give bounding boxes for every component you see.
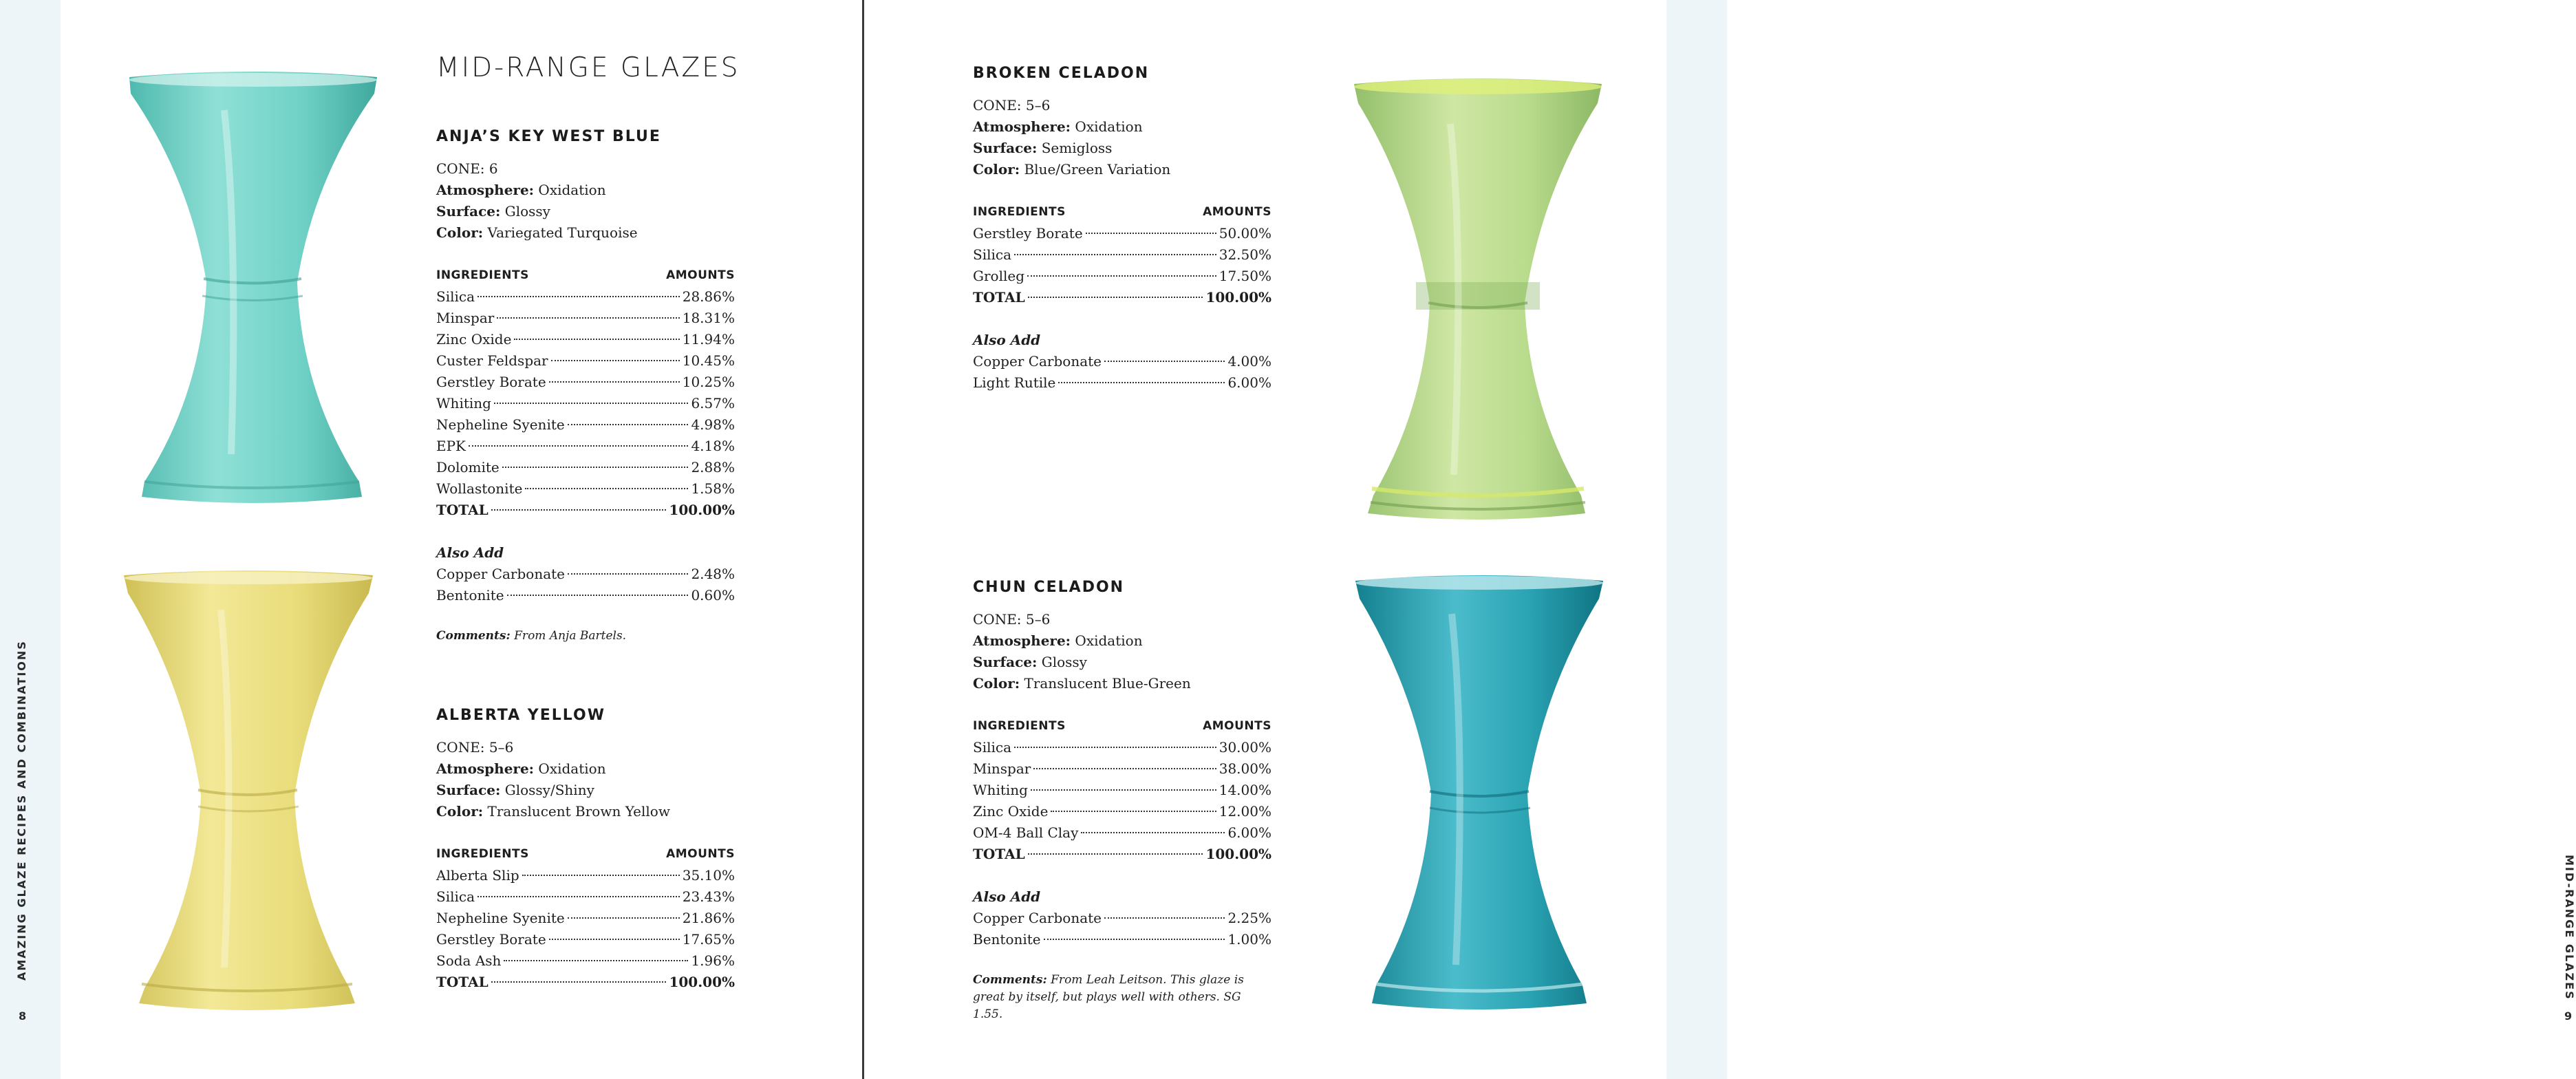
ingredient-list [436,865,735,972]
ingredient-name: Copper Carbonate [973,353,1102,370]
also-add-heading: Also Add [973,888,1041,905]
ingredient-row [436,286,735,308]
section-title: MID-RANGE GLAZES [436,52,740,83]
recipe-alberta [436,705,735,993]
total-label: TOTAL [973,846,1025,862]
ingredient-row [973,372,1271,394]
dot-leader [477,296,680,297]
dot-leader [525,488,688,489]
color-line [973,673,1271,694]
ingredient-row [436,414,735,436]
also-add-heading: Also Add [436,544,504,561]
surface-label: Surface: [973,654,1038,670]
ingredient-amount: 2.88% [691,459,735,476]
amounts-col-header: AMOUNTS [1203,205,1271,219]
cone-line [436,737,735,758]
ingredient-row [436,478,735,500]
ingredient-name: Silica [436,288,475,305]
recipe-chun-celadon [973,577,1271,1023]
cone-label: CONE: [973,97,1022,114]
cone-line [973,95,1271,116]
dot-leader [1086,233,1216,234]
dot-leader [502,467,689,468]
total-amount: 100.00% [1205,289,1271,306]
cone-value: 5–6 [1025,97,1051,114]
ingredient-amount: 1.58% [691,480,735,497]
recipe-title: BROKEN CELADON [973,65,1150,82]
atmosphere-label: Atmosphere: [973,118,1071,135]
total-label: TOTAL [436,502,489,518]
atmosphere-label: Atmosphere: [973,632,1071,649]
recipe-anja [436,127,735,645]
ingredient-row [973,801,1271,822]
ingredient-amount: 35.10% [682,867,735,884]
atmosphere-line [973,630,1271,652]
ingredient-amount: 18.31% [682,310,735,326]
ingredient-amount: 6.00% [1227,824,1271,841]
ingredient-name: Minspar [436,310,495,326]
running-head-left: AMAZING GLAZE RECIPES AND COMBINATIONS [15,640,28,981]
ingredient-amount: 4.98% [691,416,735,433]
ingredient-row [436,950,735,972]
atmosphere-line [436,758,735,780]
amounts-col-header: AMOUNTS [1203,719,1271,733]
ingredient-amount: 21.86% [682,910,735,926]
surface-label: Surface: [436,782,501,798]
ingredient-row [436,350,735,372]
recipe-title: ALBERTA YELLOW [436,707,605,724]
ingredient-name: Bentonite [973,931,1041,948]
ingredient-name: Silica [973,739,1012,756]
dot-leader [1027,275,1216,277]
ingredient-name: Nepheline Syenite [436,416,565,433]
vase-chun-celadon-illustration [1351,573,1607,1013]
ingredient-row [436,886,735,908]
ingredient-row [973,929,1271,950]
cone-label: CONE: [973,611,1022,628]
total-row [973,287,1271,308]
ingredient-amount: 10.25% [682,374,735,390]
ingredient-row [436,929,735,950]
ingredient-amount: 32.50% [1219,246,1271,263]
dot-leader [1058,382,1225,383]
dot-leader [1031,789,1216,791]
ingredient-name: Custer Feldspar [436,352,548,369]
ingredients-col-header: INGREDIENTS [973,719,1066,733]
atmosphere-line [436,180,735,201]
ingredient-name: Grolleg [973,268,1025,284]
ingredient-name: Wollastonite [436,480,523,497]
recipe-title: CHUN CELADON [973,579,1125,596]
dot-leader [568,424,689,425]
dot-leader [1051,811,1216,812]
ingredient-name: Minspar [973,760,1031,777]
cone-value: 5–6 [1025,611,1051,628]
vase-photo-chun-celadon [1351,573,1607,1013]
ingredients-col-header: INGREDIENTS [436,268,529,282]
ingredient-row [973,822,1271,844]
cone-value: 6 [489,160,498,177]
surface-line [436,780,735,801]
ingredient-name: Nepheline Syenite [436,910,565,926]
ingredient-name: Gerstley Borate [973,225,1083,242]
color-label: Color: [436,803,484,820]
dot-leader [549,939,680,940]
ingredient-name: Silica [973,246,1012,263]
recipe-broken-celadon [973,63,1271,394]
dot-leader [1044,939,1225,940]
surface-line [973,652,1271,673]
surface-line [973,138,1271,159]
ingredient-amount: 14.00% [1219,782,1271,798]
comments-text: From Anja Bartels. [514,629,627,643]
ingredient-name: Bentonite [436,587,504,603]
dot-leader [504,960,688,961]
comments-text: From Leah Leitson. This glaze is great by itself, but plays well with others. SG 1.55. [973,973,1244,1021]
atmosphere-value: Oxidation [1075,118,1143,135]
ingredient-row [436,372,735,393]
ingredients-col-header: INGREDIENTS [973,205,1066,219]
ingredient-amount: 10.45% [682,352,735,369]
atmosphere-label: Atmosphere: [436,182,535,198]
dot-leader [568,917,680,919]
dot-leader [568,573,688,575]
ingredient-row [436,329,735,350]
ingredient-row [973,266,1271,287]
cone-value: 5–6 [489,739,514,756]
surface-value: Semigloss [1041,140,1113,156]
total-label: TOTAL [436,974,489,990]
surface-label: Surface: [436,203,501,220]
cone-line [436,158,735,180]
right-page [864,0,2576,1079]
ingredient-name: Copper Carbonate [436,566,566,582]
dot-leader [522,875,680,876]
dot-leader [494,403,689,404]
amounts-col-header: AMOUNTS [666,847,735,861]
total-label: TOTAL [973,289,1025,306]
right-margin-strip [1666,0,1727,1079]
atmosphere-value: Oxidation [1075,632,1143,649]
ingredient-amount: 1.96% [691,952,735,969]
ingredient-amount: 12.00% [1219,803,1271,820]
ingredient-list [436,286,735,500]
cone-line [973,609,1271,630]
dot-leader [1033,768,1216,769]
ingredient-row [436,585,735,606]
ingredient-amount: 30.00% [1219,739,1271,756]
ingredient-amount: 2.25% [1227,910,1271,926]
running-head-right: MID-RANGE GLAZES [2563,855,2576,1001]
cone-label: CONE: [436,739,485,756]
ingredient-amount: 17.50% [1219,268,1271,284]
ingredient-amount: 28.86% [682,288,735,305]
ingredient-name: Gerstley Borate [436,931,546,948]
cone-label: CONE: [436,160,485,177]
total-row [436,500,735,521]
ingredient-name: Dolomite [436,459,500,476]
dot-leader [507,595,689,596]
vase-photo-broken-celadon [1347,76,1609,523]
also-add-list [973,351,1271,394]
ingredient-row [973,758,1271,780]
dot-leader [497,317,679,319]
atmosphere-value: Oxidation [538,760,606,777]
ingredient-row [973,223,1271,244]
dot-leader [549,381,680,383]
surface-line [436,201,735,222]
surface-value: Glossy/Shiny [504,782,594,798]
ingredient-list [973,737,1271,844]
ingredient-amount: 50.00% [1219,225,1271,242]
dot-leader [1014,254,1216,255]
ingredient-amount: 23.43% [682,888,735,905]
vase-photo-alberta [121,568,376,1016]
ingredient-row [436,865,735,886]
ingredient-row [973,908,1271,929]
vase-photo-anja [121,69,385,509]
page-number-right: 9 [2564,1009,2573,1023]
surface-value: Glossy [1041,654,1087,670]
total-amount: 100.00% [669,974,735,990]
surface-label: Surface: [973,140,1038,156]
dot-leader [551,360,680,361]
recipe-title: ANJA’S KEY WEST BLUE [436,128,661,145]
vase-alberta-illustration [121,568,376,1016]
ingredient-name: Light Rutile [973,374,1056,391]
ingredients-header [436,265,735,286]
color-value: Translucent Brown Yellow [487,803,670,820]
also-add-heading: Also Add [973,332,1041,348]
ingredient-amount: 2.48% [691,566,735,582]
also-add-list [436,564,735,606]
ingredient-amount: 38.00% [1219,760,1271,777]
ingredient-row [436,908,735,929]
ingredient-amount: 17.65% [682,931,735,948]
ingredient-row [973,780,1271,801]
surface-value: Glossy [504,203,550,220]
color-line [436,801,735,822]
ingredients-header [973,716,1271,737]
ingredient-amount: 6.57% [691,395,735,412]
atmosphere-value: Oxidation [538,182,606,198]
comments [436,628,735,645]
ingredient-name: Copper Carbonate [973,910,1102,926]
color-line [436,222,735,244]
dot-leader [469,445,688,447]
ingredient-name: EPK [436,438,466,454]
ingredient-name: Whiting [436,395,491,412]
color-label: Color: [973,161,1020,178]
ingredient-amount: 11.94% [682,331,735,348]
page-number-left: 8 [19,1009,27,1023]
comments [973,972,1271,1023]
vase-anja-illustration [121,69,385,509]
ingredient-row [973,351,1271,372]
color-label: Color: [973,675,1020,692]
ingredient-amount: 0.60% [691,587,735,603]
atmosphere-label: Atmosphere: [436,760,535,777]
ingredient-name: Zinc Oxide [436,331,512,348]
ingredient-name: Soda Ash [436,952,502,969]
ingredient-amount: 1.00% [1227,931,1271,948]
comments-label: Comments: [436,629,511,643]
ingredient-row [973,737,1271,758]
vase-broken-celadon-illustration [1347,76,1609,523]
ingredient-name: OM-4 Ball Clay [973,824,1079,841]
color-line [973,159,1271,180]
dot-leader [514,339,679,340]
ingredient-name: Zinc Oxide [973,803,1049,820]
dot-leader [1104,917,1225,919]
dot-leader [1104,361,1225,362]
color-value: Translucent Blue-Green [1024,675,1191,692]
ingredients-col-header: INGREDIENTS [436,847,529,861]
also-add-list [973,908,1271,950]
ingredient-name: Gerstley Borate [436,374,546,390]
total-row [973,844,1271,865]
color-label: Color: [436,224,484,241]
amounts-col-header: AMOUNTS [666,268,735,282]
ingredient-list [973,223,1271,287]
dot-leader [1081,832,1225,833]
left-margin-strip [0,0,61,1079]
atmosphere-line [973,116,1271,138]
ingredient-row [436,436,735,457]
ingredient-amount: 4.00% [1227,353,1271,370]
total-row [436,972,735,993]
ingredient-row [436,393,735,414]
total-amount: 100.00% [669,502,735,518]
ingredients-header [436,844,735,865]
comments-label: Comments: [973,973,1047,987]
dot-leader [1014,747,1216,748]
ingredient-row [436,564,735,585]
ingredients-header [973,202,1271,223]
left-page [0,0,863,1079]
ingredient-amount: 4.18% [691,438,735,454]
ingredient-name: Whiting [973,782,1028,798]
color-value: Blue/Green Variation [1024,161,1171,178]
dot-leader [477,896,680,897]
ingredient-row [436,457,735,478]
ingredient-name: Alberta Slip [436,867,519,884]
total-amount: 100.00% [1205,846,1271,862]
ingredient-row [973,244,1271,266]
ingredient-name: Silica [436,888,475,905]
ingredient-row [436,308,735,329]
color-value: Variegated Turquoise [487,224,638,241]
ingredient-amount: 6.00% [1227,374,1271,391]
